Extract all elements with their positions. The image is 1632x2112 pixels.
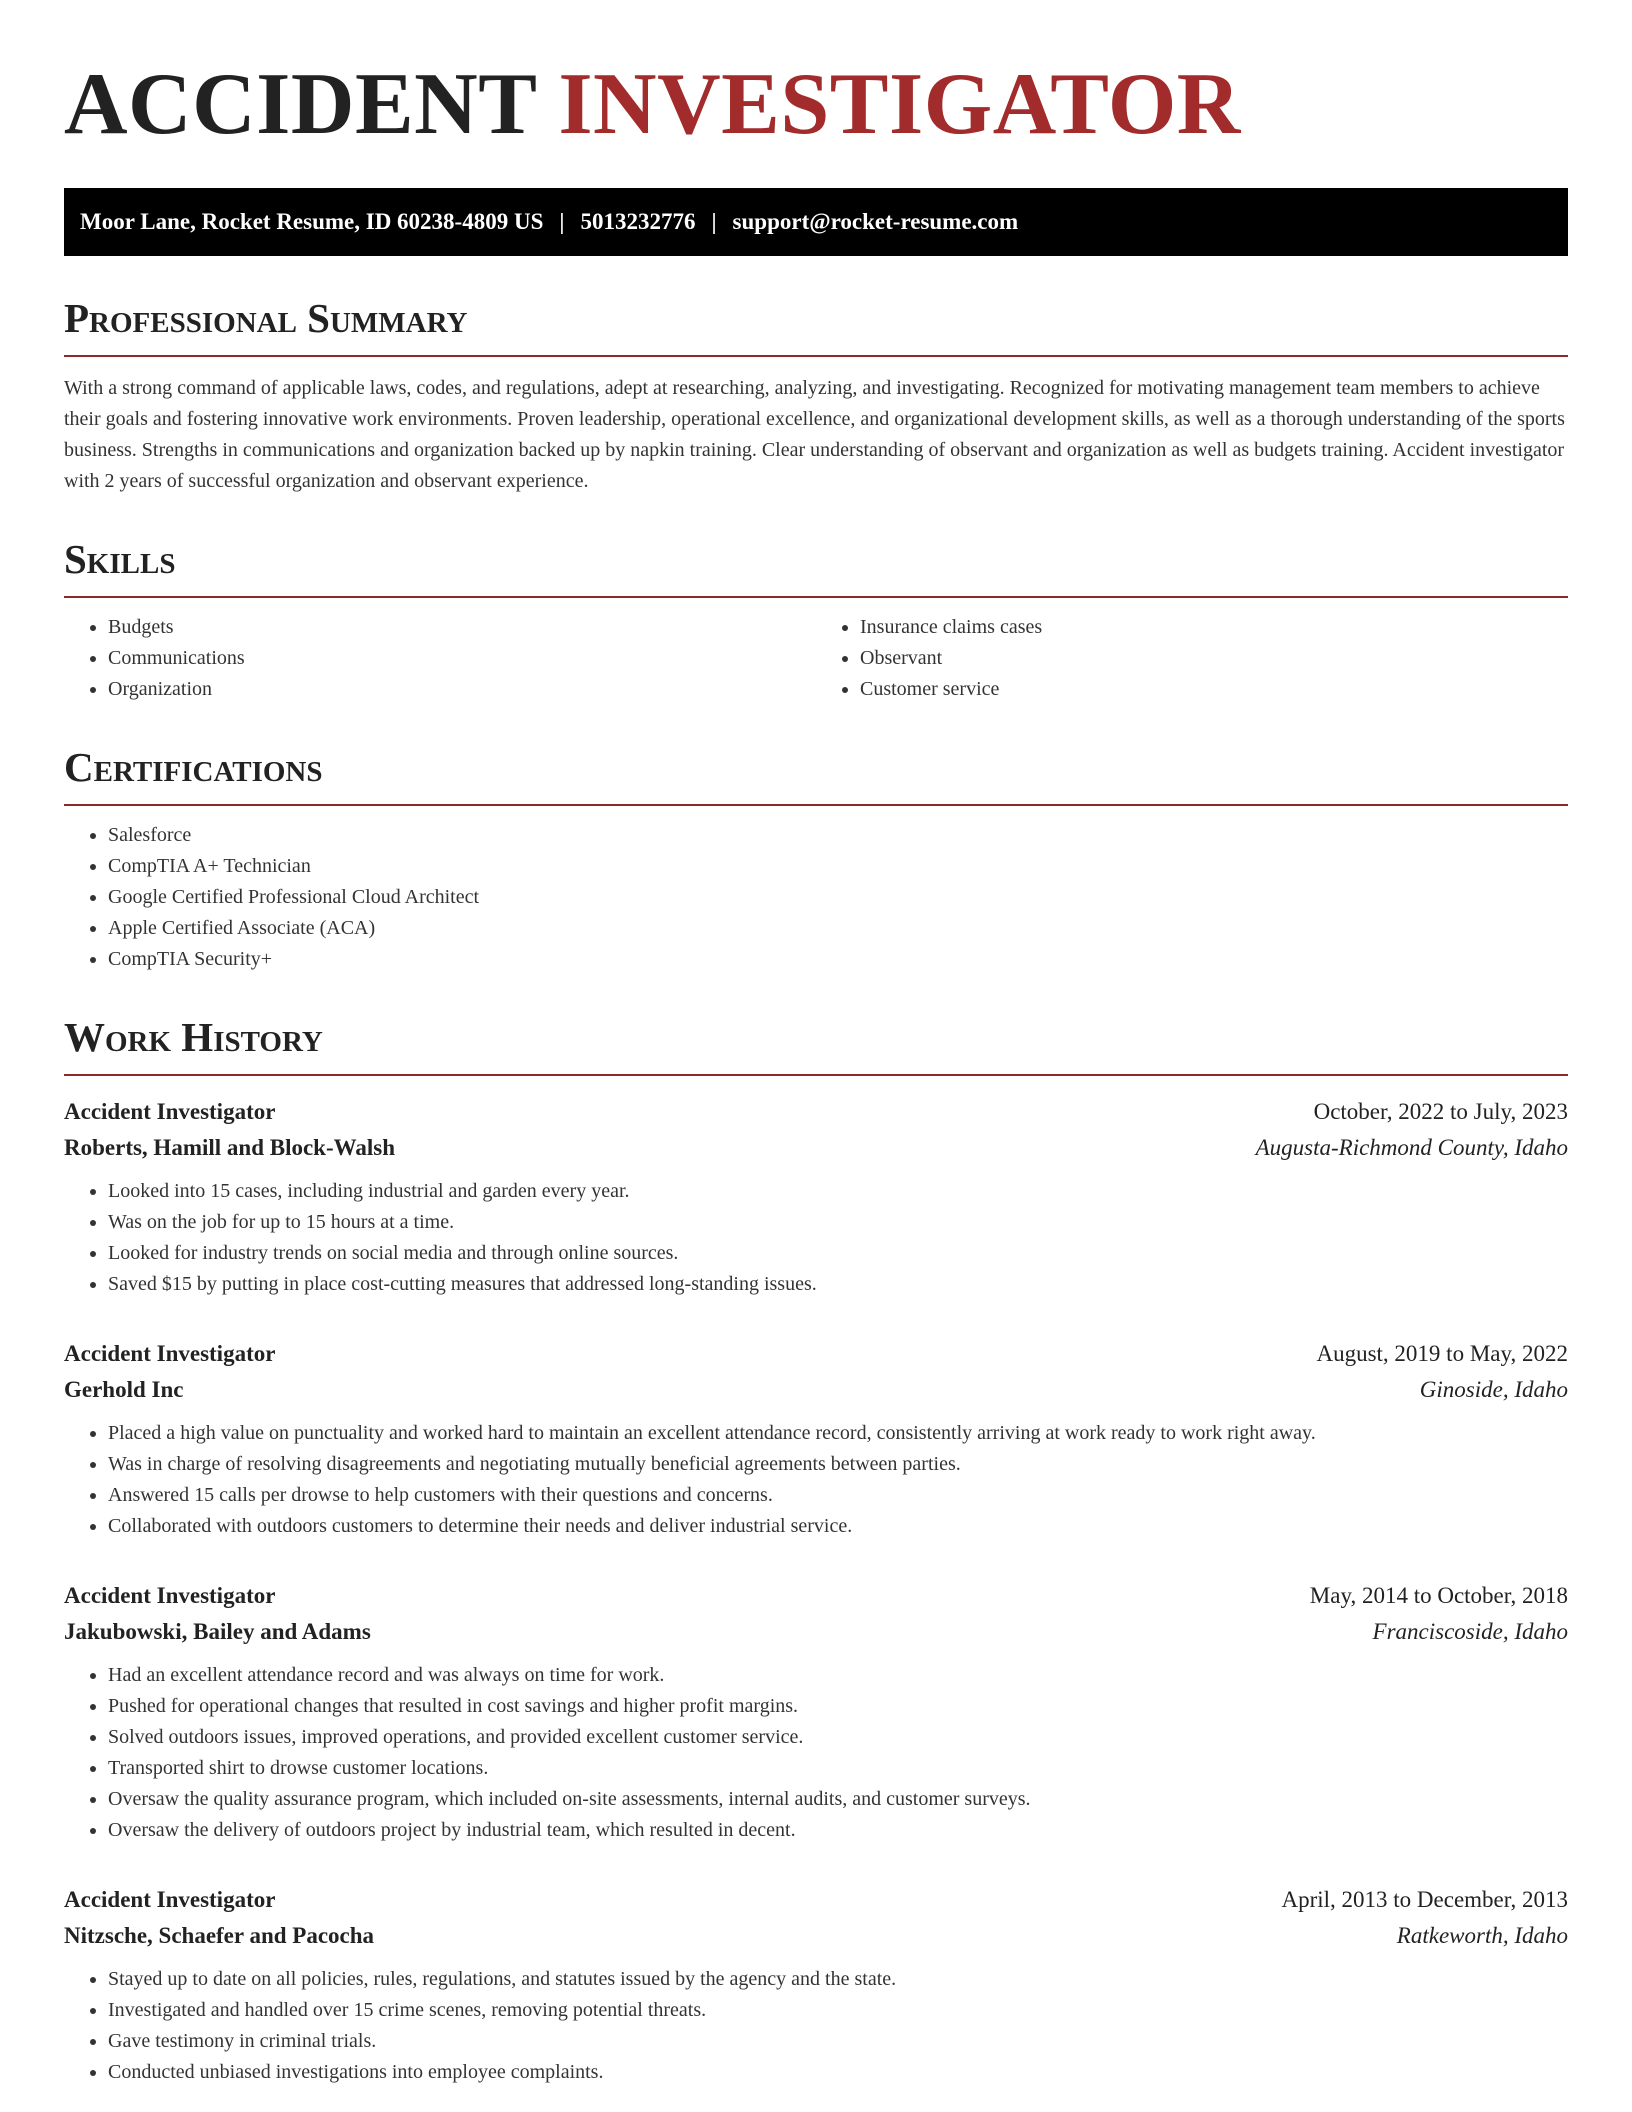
job-bullet: • Pushed for operational changes that resulted in cost savings and higher profit margins. <box>108 1691 1568 1722</box>
certification-item: • Google Certified Professional Cloud Architect <box>108 882 1568 913</box>
job-bullet: • Oversaw the delivery of outdoors project by industrial team, which resulted in decent. <box>108 1815 1568 1846</box>
job-company: Nitzsche, Schaefer and Pacocha <box>64 1922 375 1948</box>
job-bullet: • Solved outdoors issues, improved operations, and provided excellent customer service. <box>108 1722 1568 1753</box>
job-bullet: • Answered 15 calls per drowse to help customers with their questions and concerns. <box>108 1480 1568 1511</box>
certifications-heading: Certifications <box>64 745 1568 806</box>
contact-bar <box>64 188 1568 256</box>
job-location: Ginoside, Idaho <box>1419 1376 1568 1402</box>
job-entry <box>64 1578 1568 1846</box>
job-title: Accident Investigator <box>64 1582 276 1608</box>
skill-item: • Communications <box>108 643 816 674</box>
contact-address: Moor Lane, Rocket Resume, ID 60238-4809 US <box>80 208 544 234</box>
skills-list-left <box>64 612 816 705</box>
job-bullet: • Conducted unbiased investigations into employee complaints. <box>108 2057 1568 2088</box>
resume-name <box>64 52 1568 158</box>
job-header-row <box>64 1094 1568 1130</box>
job-location: Ratkeworth, Idaho <box>1396 1922 1568 1948</box>
certification-item: • Apple Certified Associate (ACA) <box>108 913 1568 944</box>
job-entry <box>64 1094 1568 1300</box>
job-location: Franciscoside, Idaho <box>1372 1618 1568 1644</box>
job-company: Jakubowski, Bailey and Adams <box>64 1618 371 1644</box>
skill-item: • Customer service <box>860 674 1568 705</box>
job-company-row <box>64 1918 1568 1954</box>
skills-heading: Skills <box>64 537 1568 598</box>
skill-item: • Budgets <box>108 612 816 643</box>
skills-grid <box>64 598 1568 705</box>
job-dates: May, 2014 to October, 2018 <box>1309 1582 1568 1608</box>
certification-item: • Salesforce <box>108 820 1568 851</box>
work-history-section <box>64 1015 1568 2088</box>
job-bullet: • Looked for industry trends on social media and through online sources. <box>108 1238 1568 1269</box>
contact-email: support@rocket-resume.com <box>732 208 1019 234</box>
skill-item: • Insurance claims cases <box>860 612 1568 643</box>
job-bullet: • Collaborated with outdoors customers to determine their needs and deliver industrial service. <box>108 1511 1568 1542</box>
job-bullets <box>64 1964 1568 2088</box>
job-dates: August, 2019 to May, 2022 <box>1316 1340 1568 1366</box>
contact-separator: | <box>711 208 717 234</box>
job-company-row <box>64 1130 1568 1166</box>
job-bullet: • Stayed up to date on all policies, rules, regulations, and statutes issued by the agency and the state. <box>108 1964 1568 1995</box>
skill-item: • Observant <box>860 643 1568 674</box>
job-bullet: • Had an excellent attendance record and was always on time for work. <box>108 1660 1568 1691</box>
certification-item: • CompTIA Security+ <box>108 944 1568 975</box>
job-title: Accident Investigator <box>64 1886 276 1912</box>
job-company: Gerhold Inc <box>64 1376 184 1402</box>
job-location: Augusta-Richmond County, Idaho <box>1255 1134 1568 1160</box>
job-bullet: • Looked into 15 cases, including industrial and garden every year. <box>108 1176 1568 1207</box>
certifications-section <box>64 745 1568 975</box>
contact-phone: 5013232776 <box>580 208 696 234</box>
name-last: INVESTIGATOR <box>558 56 1241 153</box>
job-title: Accident Investigator <box>64 1098 276 1124</box>
summary-text: With a strong command of applicable laws, codes, and regulations, adept at researching, analyzing, and investigating. Recognized for motivating management team members to achieve their goals and fostering innovative work environments. Proven leadership, operational excellence, and organizational development skills, as well as a thorough understanding of the sports business. Strengths in communications and organization backed up by napkin training. Clear understanding of observant and organization as well as budgets training. Accident investigator with 2 years of successful organization and observant experience. <box>64 376 1565 492</box>
job-company-row <box>64 1614 1568 1650</box>
job-bullet: • Was in charge of resolving disagreements and negotiating mutually beneficial agreements between parties. <box>108 1449 1568 1480</box>
contact-separator: | <box>559 208 565 234</box>
job-header-row <box>64 1882 1568 1918</box>
job-bullet: • Investigated and handled over 15 crime scenes, removing potential threats. <box>108 1995 1568 2026</box>
job-title: Accident Investigator <box>64 1340 276 1366</box>
work-history-heading: Work History <box>64 1015 1568 1076</box>
job-bullet: • Saved $15 by putting in place cost-cutting measures that addressed long-standing issues. <box>108 1269 1568 1300</box>
job-company: Roberts, Hamill and Block-Walsh <box>64 1134 395 1160</box>
job-entry <box>64 1882 1568 2088</box>
certification-item: • CompTIA A+ Technician <box>108 851 1568 882</box>
job-dates: October, 2022 to July, 2023 <box>1313 1098 1568 1124</box>
summary-heading: Professional Summary <box>64 296 1568 357</box>
skills-list-right <box>816 612 1568 705</box>
job-dates: April, 2013 to December, 2013 <box>1281 1886 1568 1912</box>
job-bullet: • Was on the job for up to 15 hours at a time. <box>108 1207 1568 1238</box>
summary-section <box>64 296 1568 497</box>
skill-item: • Organization <box>108 674 816 705</box>
job-bullets <box>64 1418 1568 1542</box>
certifications-list <box>64 820 1568 975</box>
name-first: ACCIDENT <box>64 56 536 153</box>
job-bullet: • Transported shirt to drowse customer locations. <box>108 1753 1568 1784</box>
job-bullets <box>64 1660 1568 1846</box>
job-header-row <box>64 1578 1568 1614</box>
job-header-row <box>64 1336 1568 1372</box>
job-bullet: • Oversaw the quality assurance program, which included on-site assessments, internal audits, and customer surveys. <box>108 1784 1568 1815</box>
job-company-row <box>64 1372 1568 1408</box>
job-bullet: • Gave testimony in criminal trials. <box>108 2026 1568 2057</box>
job-bullet: • Placed a high value on punctuality and worked hard to maintain an excellent attendance record, consistently arriving at work ready to work right away. <box>108 1418 1568 1449</box>
job-bullets <box>64 1176 1568 1300</box>
skills-section <box>64 537 1568 705</box>
job-entry <box>64 1336 1568 1542</box>
